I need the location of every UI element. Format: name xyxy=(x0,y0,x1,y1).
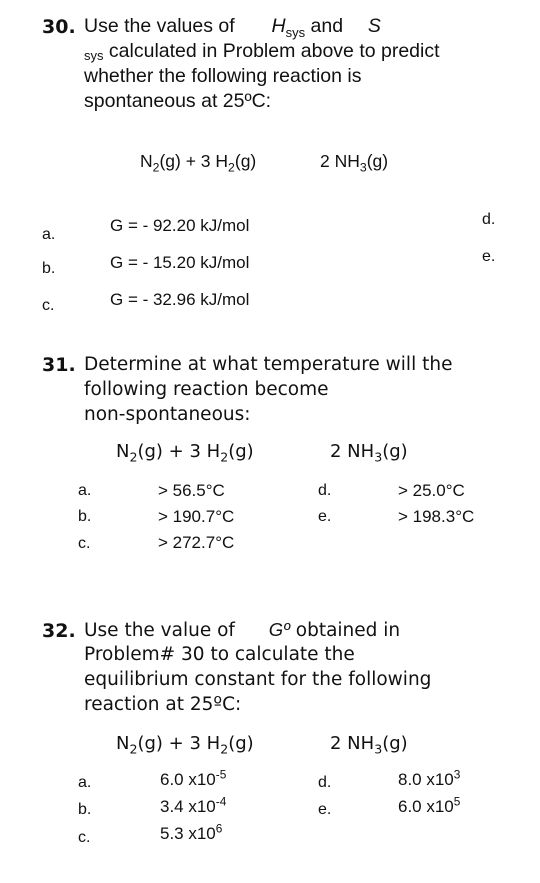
question-30-and: and xyxy=(310,15,344,37)
h2-state: (g) xyxy=(234,151,257,171)
question-32-products xyxy=(330,733,408,757)
q30-option-b-text: G = - 15.20 kJ/mol xyxy=(110,253,250,272)
q32-option-b-mantissa: 3.4 x10 xyxy=(160,797,216,816)
q31-option-a-text: > 56.5°C xyxy=(158,481,225,500)
nh3-subscript: 3 xyxy=(359,160,367,175)
h-subscript: sys xyxy=(285,24,306,40)
q31-option-d-text: > 25.0°C xyxy=(398,481,465,500)
q32-option-b-letter: b. xyxy=(78,801,92,818)
q32-option-a-letter: a. xyxy=(78,774,92,791)
question-30-line-3: whether the following reaction is xyxy=(84,65,362,87)
nh3-state: (g) xyxy=(366,151,389,171)
question-32-line-2: Problem# 30 to calculate the xyxy=(84,644,355,665)
question-30-reactants xyxy=(140,151,257,175)
question-31-line-2: following reaction become xyxy=(84,379,329,400)
question-32-number: 32. xyxy=(42,620,76,642)
s-symbol: S xyxy=(367,15,381,37)
n2-symbol: N xyxy=(140,151,153,171)
nh3-state: (g) xyxy=(382,441,408,462)
g-symbol: Gº xyxy=(268,619,290,640)
n2-subscript: 2 xyxy=(129,741,138,757)
q30-option-a-letter: a. xyxy=(42,226,56,243)
question-31-line-3: non-spontaneous: xyxy=(84,404,251,425)
h2-subscript: 2 xyxy=(220,449,229,465)
question-32-line-1 xyxy=(84,617,400,643)
q31-option-c-letter: c. xyxy=(78,535,91,552)
q32-option-d-exponent: 3 xyxy=(453,767,461,782)
question-31-reactants xyxy=(116,441,254,465)
q32-option-c-mantissa: 5.3 x10 xyxy=(160,824,216,843)
nh3-symbol: 2 NH xyxy=(330,733,375,754)
q31-option-e-letter: e. xyxy=(318,508,332,525)
h2-subscript: 2 xyxy=(228,160,235,175)
question-30-number: 30. xyxy=(42,16,76,38)
q32-option-c-letter: c. xyxy=(78,829,91,846)
nh3-state: (g) xyxy=(382,733,408,754)
q32-option-e-mantissa: 6.0 x10 xyxy=(398,797,454,816)
q32-option-e-exponent: 5 xyxy=(453,794,461,809)
q30-option-b-letter: b. xyxy=(42,260,56,277)
q32-option-d-mantissa: 8.0 x10 xyxy=(398,770,454,789)
nh3-subscript: 3 xyxy=(374,741,383,757)
s-subscript: sys xyxy=(84,48,104,63)
question-32-line-4: reaction at 25ºC: xyxy=(84,694,242,715)
n2-state: (g) + 3 H xyxy=(159,151,229,171)
q31-option-e-text: > 198.3°C xyxy=(398,507,475,526)
question-31-number: 31. xyxy=(42,354,76,376)
q32-option-d-value xyxy=(398,767,461,790)
q31-option-d-letter: d. xyxy=(318,482,332,499)
question-30-prefix: Use the values of xyxy=(84,15,235,37)
question-31-products xyxy=(330,441,408,465)
question-30-products xyxy=(320,151,389,175)
h2-state: (g) xyxy=(228,733,254,754)
q32-option-c-value xyxy=(160,821,223,844)
q32-option-e-value xyxy=(398,794,461,817)
h2-subscript: 2 xyxy=(220,741,229,757)
question-32-line-3: equilibrium constant for the following xyxy=(84,669,432,690)
q31-option-c-text: > 272.7°C xyxy=(158,533,235,552)
n2-symbol: N xyxy=(116,441,130,462)
question-32-suffix: obtained in xyxy=(295,620,401,641)
q32-option-d-letter: d. xyxy=(318,774,332,791)
question-32-reactants xyxy=(116,733,254,757)
question-30-line-1 xyxy=(84,14,381,39)
q30-option-e-letter: e. xyxy=(482,248,496,265)
q30-option-a-text: G = - 92.20 kJ/mol xyxy=(110,216,250,235)
q31-option-b-text: > 190.7°C xyxy=(158,507,235,526)
n2-state: (g) + 3 H xyxy=(137,733,221,754)
q30-option-c-letter: c. xyxy=(42,297,55,314)
q31-option-b-letter: b. xyxy=(78,508,92,525)
q32-option-e-letter: e. xyxy=(318,801,332,818)
q32-option-a-exponent: -5 xyxy=(215,767,227,782)
q30-option-d-letter: d. xyxy=(482,211,496,228)
n2-subscript: 2 xyxy=(152,160,160,175)
question-30-line-4: spontaneous at 25ºC: xyxy=(84,90,272,112)
q31-option-a-letter: a. xyxy=(78,482,92,499)
h2-state: (g) xyxy=(228,441,254,462)
nh3-symbol: 2 NH xyxy=(330,441,375,462)
q30-option-c-text: G = - 32.96 kJ/mol xyxy=(110,290,250,309)
n2-state: (g) + 3 H xyxy=(137,441,221,462)
h-symbol: H xyxy=(271,15,286,37)
question-32-prefix: Use the value of xyxy=(84,620,235,641)
q32-option-b-exponent: -4 xyxy=(215,794,227,809)
n2-symbol: N xyxy=(116,733,130,754)
q32-option-c-exponent: 6 xyxy=(215,821,223,836)
question-30-line-2-text: calculated in Problem above to predict xyxy=(108,40,440,62)
q32-option-a-mantissa: 6.0 x10 xyxy=(160,770,216,789)
nh3-subscript: 3 xyxy=(374,449,383,465)
nh3-symbol: 2 NH xyxy=(320,151,360,171)
n2-subscript: 2 xyxy=(129,449,138,465)
q32-option-b-value xyxy=(160,794,227,817)
question-31-line-1: Determine at what temperature will the xyxy=(84,354,453,375)
q32-option-a-value xyxy=(160,767,227,790)
